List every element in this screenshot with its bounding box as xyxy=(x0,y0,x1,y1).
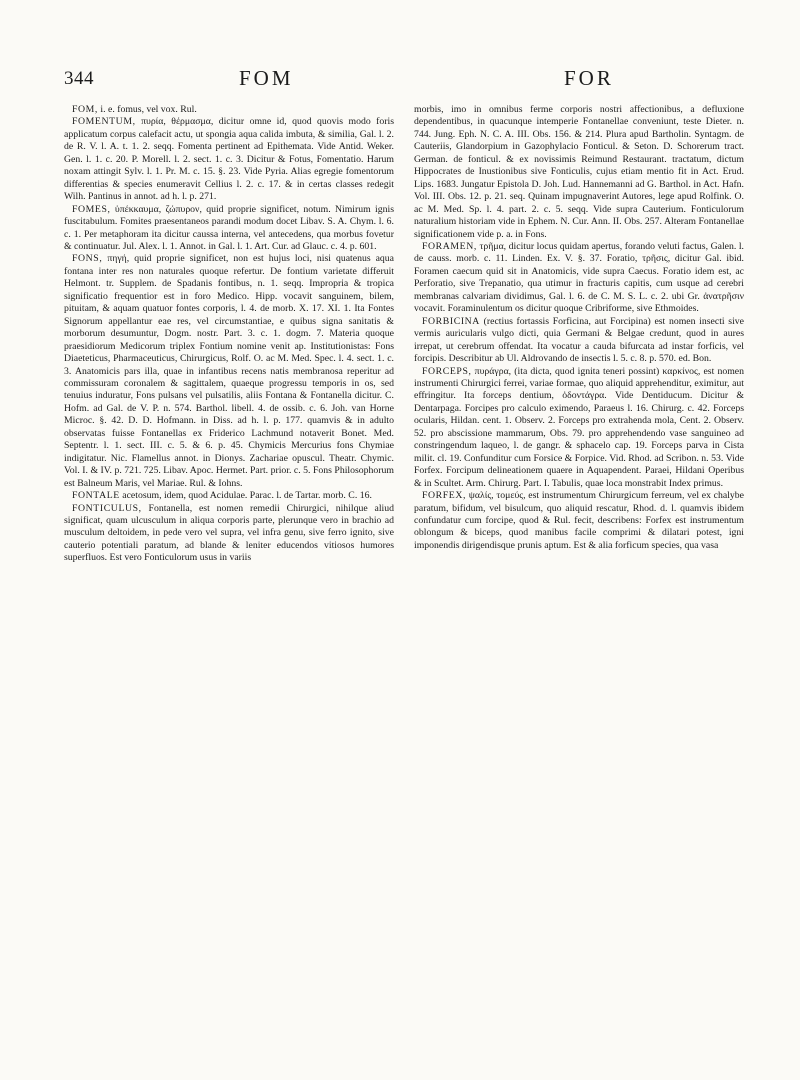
entry-headword: FOM, xyxy=(72,104,98,115)
dictionary-entry xyxy=(414,241,744,316)
right-column xyxy=(414,104,744,1059)
entry-text: Fontanella, est nomen remedii Chirurgici, nihilque aliud significat, quam ulcusculum in aliqua corporis parte, plerunque vero in brachio ad musculum deltoidem, in pede vero vel supra, vel infra genu, sive ferro ignito, sive cauterio potentiali paratum, ad blande & leniter educendos vitiosos humores superfluos. Est vero Fonticulorum usus in variis xyxy=(64,502,394,564)
entry-headword: FONTICULUS, xyxy=(72,502,142,514)
entry-text: πυράγρα, (ita dicta, quod ignita teneri possint) καρκίνος, est nomen instrumenti Chirurgici ferrei, variae formae, quo aliquid apprehenditur, eximitur, aut effringitur. Ita forceps dentium, ὀδοντάγρα. Vide Dentiducum. Dicitur & Dentarpaga. Forcipes pro calculo eximendo, Paraeus l. 16. Chirurg. c. 42. Forceps ocularis, Hildan. cent. 1. Observ. 2. Forceps pro extrahenda mola, Cent. 2. Observ. 52. pro abscissione mammarum, Obs. 79. pro apprehendendo vase sanguineo ad constringendum laqueo, l. de gangr. & sphacelo cap. 19. Forceps parva in Cista milit. cl. 19. Confunditur cum Forsice & Forpice. Vid. Rhod. ad Scribon. n. 53. Vide Forfex. Forcipum delineationem quaere in Aquapendent. Paraei, Hildani Operibus & in Scultet. Arm. Chirurg. Part. I. Tabulis, quae loca monstrabit Index primus. xyxy=(414,365,744,489)
entry-headword: FONTALE xyxy=(72,490,120,502)
left-column xyxy=(64,104,394,1059)
entry-headword: FORAMEN, xyxy=(422,240,477,252)
entry-text: ψαλίς, τομεύς, est instrumentum Chirurgicum ferreum, vel ex chalybe paratum, bifidum, vel bisulcum, quo aliquid rescatur, Rhod. d. l. quamvis ibidem confundatur cum forcipe, quod & Rul. fecit, describens: Forfex est instrumentum oblongum & biceps, quod manibus facile comprimi & dilatari potest, igni imponendis dirigendisque prunis aptum. Est & alia forficum species, qua vasa xyxy=(414,490,744,551)
page-number: 344 xyxy=(64,68,94,89)
entry-headword: FOMES, xyxy=(72,203,111,215)
dictionary-entry xyxy=(64,503,394,565)
dictionary-entry xyxy=(64,490,394,502)
dictionary-entry xyxy=(64,116,394,203)
entry-text: i. e. fomus, vel vox. Rul. xyxy=(97,104,197,115)
entry-headword: FOMENTUM, xyxy=(72,116,136,128)
dictionary-entry xyxy=(414,366,744,491)
entry-text: πηγή, quid proprie significet, non est hujus loci, nisi quatenus aqua fontana inter res non naturales quoque refertur. De fontium varietate differuit Helmont. tr. Supplem. de Spadanis fontibus, n. 1. seqq. Impropria & tropica significatio frequentior est in foro Medico. Hipp. vocavit sanguinem, bilem, pituitam, & aquam quatuor fontes corporis, l. 4. de morb. X. 17. XI. 1. Ita Fontes Signorum appellantur eae res, vel circumstantiae, e quibus signa sanitatis & morborum desumuntur, Dogm. nostr. Part. 3. c. 1. dogm. 7. Materia quoque praesidiorum Medicorum triplex Fontium nomine venit ap. Institutionistas: Fons Diaeteticus, Pharmaceuticus, Chirurgicus, Rolf. O. ac M. Med. Spec. l. 4. sect. 1. c. 3. Anatomicis pars illa, quae in infantibus recens natis membranosa reperitur ad commissuram coronalem & sagittalem, quaeque progressu temporis in os, sed tenuius induratur, Fons pulsans vel pulsatilis, aliis Fontana & Fontanella dicitur. C. Hofm. ad Gal. de V. P. n. 574. Barthol. libell. 4. de ossib. c. 6. Joh. van Horne Microc. §. 42. D. D. Hofmann. in Diss. ad h. l. p. 177. quamvis & in adulto observatas fuisse Fontanellas ex Friderico Lachmund notaverit Bonet. Med. Septentr. l. 1. sect. III. c. 5. & 6. p. 45. Chymicis Mercurius fons Chymiae indigitatur. Nic. Flamellus annot. in Dionys. Zachariae opuscul. Theatr. Chymic. Vol. I. & IV. p. 721. 725. Libav. Apoc. Hermet. Part. prior. c. 5. Fons Philosophorum est Balneum Maris, vel Mariae. Rul. & Iohns. xyxy=(64,253,394,489)
dictionary-entry xyxy=(64,104,394,116)
dictionary-entry xyxy=(414,104,744,241)
entry-text: (rectius fortassis Forficina, aut Forcipina) est nomen insecti sive vermis auricularis vulgo dicti, quia Germani & Belgae credunt, quod in aures irrepat, ut cerebrum offendat. Ita vocatur a cauda bifurcata ad instar forficis, vel forcipis. Describitur ab Ul. Aldrovando de insectis l. 5. c. 8. p. 570. ed. Bon. xyxy=(414,315,744,365)
running-head xyxy=(64,66,744,96)
entry-text: πυρία, θέρμασμα, dicitur omne id, quod quovis modo foris applicatum corpus calefacit actu, ut spongia aqua calida imbuta, & similia, Gal. l. 2. de R. V. l. A. t. 1. 2. seqq. Fomenta pertinent ad Epithemata. Vide Antid. Weker. Gen. l. 1. c. 20. P. Morell. l. 2. sect. 1. c. 3. Dicitur & Fotus, Fomentatio. Harum noxam attingit Sylv. l. 1. Pr. M. c. 15. §. 23. Vide Pyria. Alias egregie fomentorum differentias & species enumeravit Cellius l. 2. c. 17. & in certas classes redegit Wilh. Pantinus in annot. ad h. l. p. 271. xyxy=(64,116,394,203)
dictionary-entry xyxy=(414,490,744,552)
entry-text: ὑπέκκαυμα, ζώπυρον, quid proprie significet, notum. Nimirum ignis fuscitabulum. Fomites praesentaneos parandi modum docet Libav. S. A. Chym. l. 6. c. 1. Per metaphoram ita dicitur caussa interna, vel antecedens, qua morbus fovetur & continuatur. Jul. Alex. l. 1. Annot. in Gal. l. 1. Art. Cur. ad Glauc. c. 4. p. 601. xyxy=(64,203,394,252)
entry-headword: FORFEX, xyxy=(422,490,467,502)
entry-text: morbis, imo in omnibus ferme corporis nostri affectionibus, a defluxione dependentibus, in quacunque intemperie Fontanellae conveniunt, teste Dieter. n. 744. Jung. Eph. N. C. A. III. Obs. 156. & 214. Plura apud Bartholin. Syntagm. de Cauteriis, Glandorpium in Gazophylacio Fonticul. & Seton. D. Schorerum tract. German. de fonticul. & ex novissimis Reimund Restaurant. tractatum, dictum Hippocrates de Inustionibus sive Fonticulis, cujus etiam mentio fit in Act. Erud. Lips. 1683. Jungatur Epistola D. Joh. Lud. Hannemanni ad G. Barthol. in Act. Hafn. Vol. III. Obs. 12. p. 21. seq. Quinam impugnaverint Autores, lege apud Rolfink. O. ac M. Med. Sp. l. 4. part. 2. c. 5. seqq. Vide supra Cauterium. Fonticulorum naturalium historiam vide in Ephem. N. Cur. Ann. II. Obs. 257. Alteram Fontanellae significationem vide p. a. in Fons. xyxy=(414,104,744,240)
dictionary-entry xyxy=(64,253,394,490)
entry-headword: FORBICINA xyxy=(422,315,480,327)
entry-text: acetosum, idem, quod Acidulae. Parac. l. de Tartar. morb. C. 16. xyxy=(119,490,372,502)
dictionary-entry xyxy=(64,204,394,254)
left-running-title: FOM xyxy=(239,66,294,90)
entry-headword: FORCEPS, xyxy=(422,365,472,377)
right-running-title: FOR xyxy=(564,66,614,90)
dictionary-entry xyxy=(414,316,744,366)
entry-text: τρῆμα, dicitur locus quidam apertus, forando veluti factus, Galen. l. de causs. morb. c. 11. Linden. Ex. V. §. 37. Foratio, τρῆσις, dicitur Gal. ibid. Foramen caecum quid sit in Anatomicis, vide supra Caecus. Foratio idem est, ac Perforatio, sive Trepanatio, qua utimur in fracturis capitis, cum usque ad cerebri membranas calvariam dividimus, Gal. l. 6. de C. M. S. L. c. 2. ubi Gr. ἀνατρῆσιν vocavit. Foraminulentum os dicitur quoque Cribriforme, sive Ethmoides. xyxy=(414,240,744,315)
text-columns xyxy=(64,104,752,1059)
entry-headword: FONS, xyxy=(72,253,103,265)
